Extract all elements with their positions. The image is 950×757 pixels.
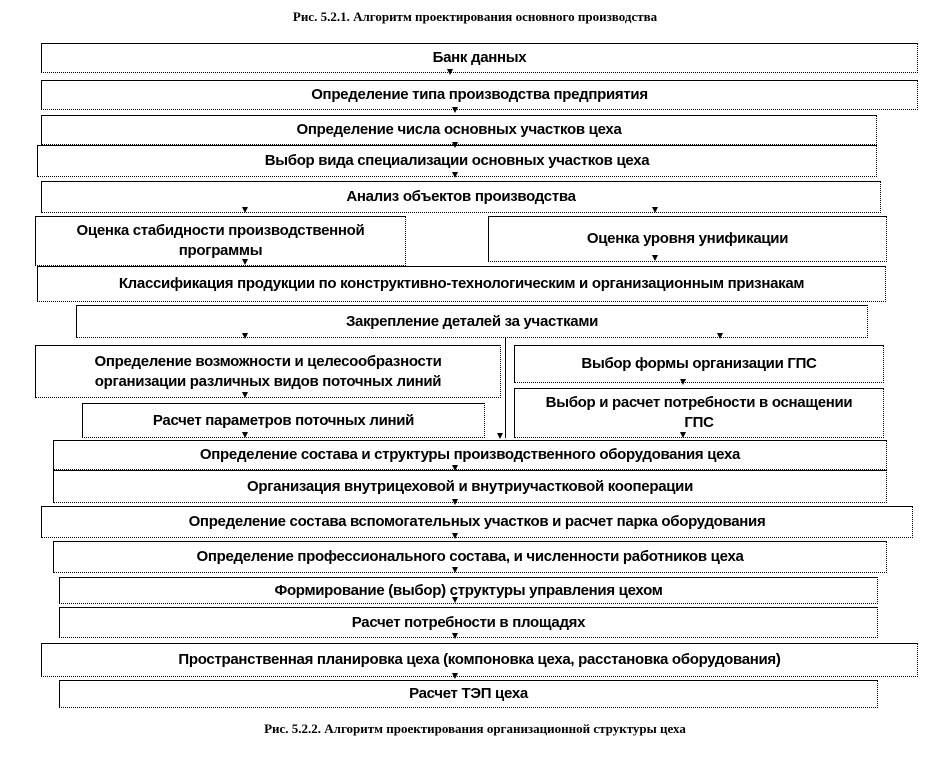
step-label: Расчет ТЭП цеха [409,685,528,702]
arrow-down-icon [497,433,503,439]
arrow-down-icon [680,379,686,385]
step-label: Банк данных [432,49,527,66]
step-label: Организация внутрицеховой и внутриучастковой кооперации [246,477,694,495]
step-label: Оценка стабидности производственной программы [76,222,365,259]
step-box-s7 [37,266,886,302]
step-box-s18 [59,680,878,708]
arrow-down-icon [447,69,453,75]
arrow-down-icon [452,633,458,639]
step-box-s6b [488,216,887,262]
arrow-down-icon [680,432,686,438]
step-box-s16 [59,607,878,638]
arrow-down-icon [452,107,458,113]
arrow-down-icon [452,673,458,679]
step-label: Определение состава вспомогательных участков и расчет парка оборудования [188,513,766,530]
arrow-down-icon [652,207,658,213]
step-box-s11 [53,440,887,470]
step-box-s9a [35,345,501,398]
step-box-s17 [41,643,918,677]
step-label: Определение состава и структуры производственного оборудования цеха [199,446,741,463]
arrow-down-icon [242,207,248,213]
arrow-down-icon [452,142,458,148]
arrow-down-icon [452,172,458,178]
step-label: Оценка уровня унификации [586,230,789,247]
step-box-s12 [53,470,887,503]
step-box-s10b [514,388,884,438]
step-label: Расчет параметров поточных линий [152,411,415,429]
arrow-down-icon [242,432,248,438]
step-label: Анализ объектов производства [346,188,576,205]
step-box-s3 [41,115,877,145]
step-label: Классификация продукции по конструктивно-технологическим и организационным признакам [118,275,805,292]
figure-caption-top: Рис. 5.2.1. Алгоритм проектирования основного производства [292,9,658,24]
arrow-down-icon [452,533,458,539]
step-box-s2 [41,80,918,110]
figure-caption-bottom: Рис. 5.2.2. Алгоритм проектирования организационной структуры цеха [264,721,686,736]
step-label: Закрепление деталей за участками [345,312,599,330]
arrow-down-icon [452,465,458,471]
arrow-down-icon [452,567,458,573]
step-label: Расчет потребности в площадях [351,613,586,631]
step-box-s15 [59,577,878,604]
step-box-s1 [41,43,918,73]
step-label: Определение типа производства предприятия [311,86,648,103]
step-label: Выбор и расчет потребности в оснащении ГПС [545,394,853,431]
step-label: Определение возможности и целесообразности организации различных видов поточных линий [94,352,442,390]
step-box-s13 [41,506,913,538]
step-label: Выбор вида специализации основных участков цеха [264,152,650,169]
arrow-down-icon [717,333,723,339]
arrow-down-icon [242,333,248,339]
step-label: Выбор формы организации ГПС [581,355,817,372]
arrow-down-icon [242,392,248,398]
step-box-s8 [76,305,868,338]
step-label: Определение профессионального состава, и численности работников цеха [196,548,744,565]
step-box-s10a [82,403,485,438]
connector-line [505,338,506,438]
step-label: Пространственная планировка цеха (компоновка цеха, расстановка оборудования) [178,651,781,668]
step-box-s6a [35,216,406,266]
step-box-s14 [53,541,887,573]
step-label: Определение числа основных участков цеха [296,121,622,138]
arrow-down-icon [652,255,658,261]
step-label: Формирование (выбор) структуры управления цехом [274,581,663,599]
arrow-down-icon [242,259,248,265]
step-box-s5 [41,181,881,213]
arrow-down-icon [452,597,458,603]
step-box-s9b [514,345,884,383]
arrow-down-icon [452,499,458,505]
